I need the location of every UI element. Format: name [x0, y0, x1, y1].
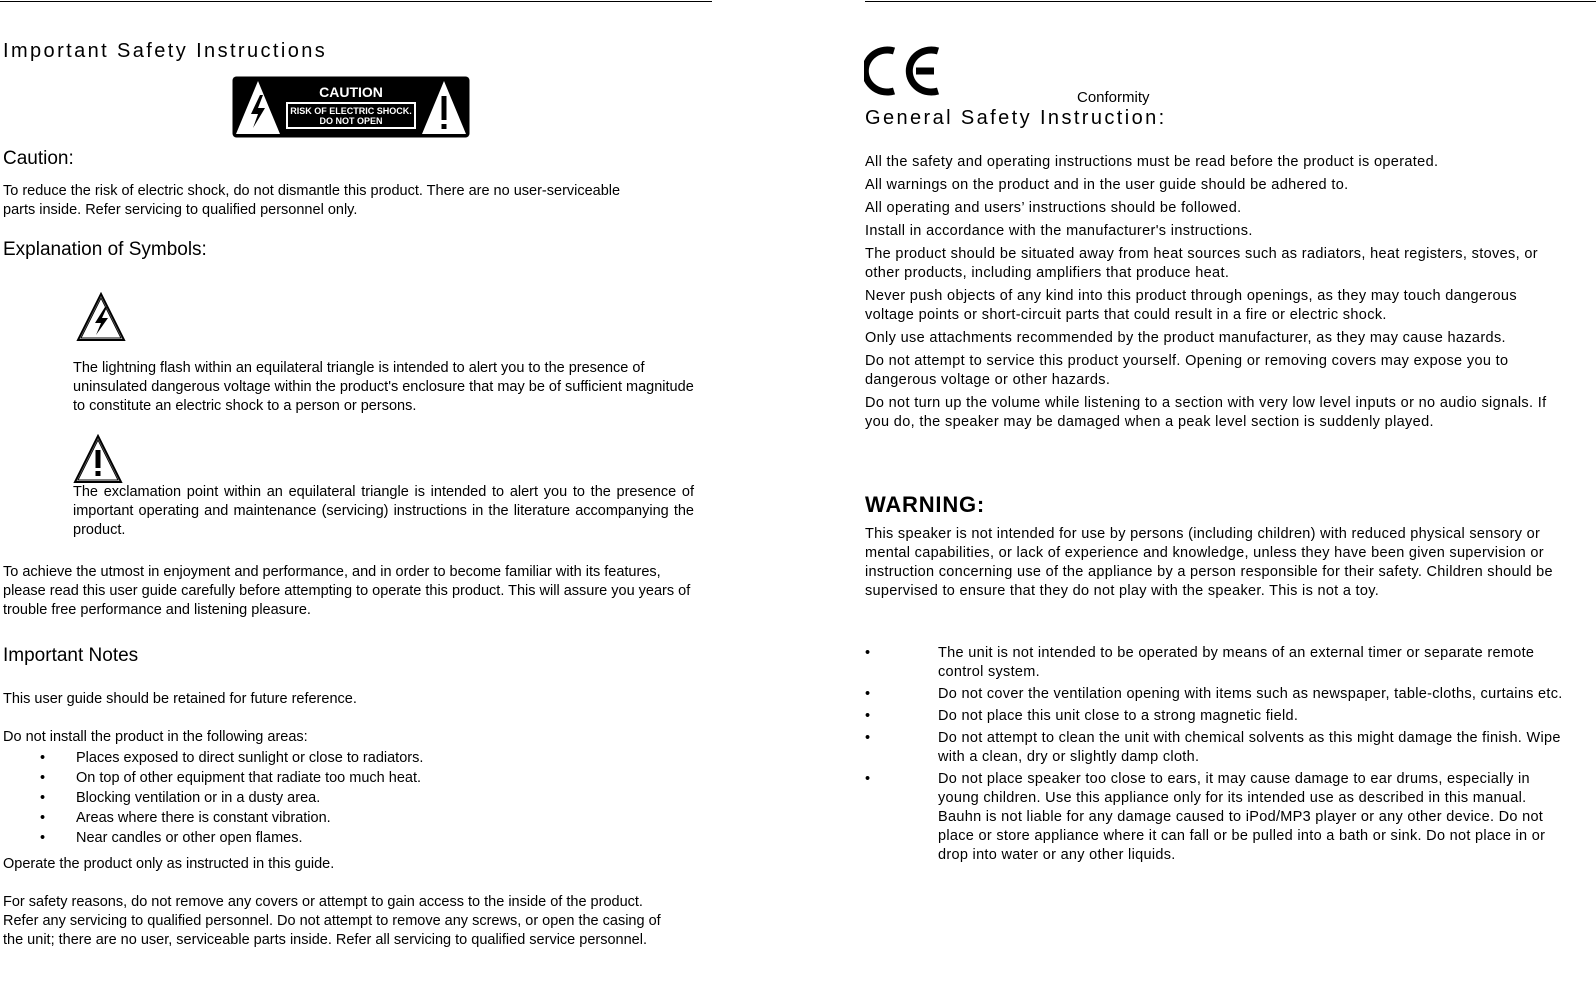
general-safety-list — [865, 153, 1565, 436]
lightning-explanation: The lightning flash within an equilateral triangle is intended to alert you to the presence of uninsulated dangerous voltage within the product's enclosure that may be of sufficient magnitude to constitute an electric shock to a person or persons. — [73, 360, 694, 414]
warning-heading: WARNING: — [865, 492, 986, 517]
caution-sign — [232, 76, 470, 138]
bullet-icon: • — [865, 730, 871, 746]
symbols-heading: Explanation of Symbols: — [3, 239, 207, 260]
install-areas-intro: Do not install the product in the following areas: — [3, 729, 308, 745]
list-item: • Do not attempt to clean the unit with chemical solvents as this might damage the finish. Wipe with a clean, dry or slightly damp cloth. — [865, 730, 1561, 765]
bullet-icon: • — [865, 686, 871, 702]
list-item: • Do not cover the ventilation opening with items such as newspaper, table-cloths, curtains etc. — [865, 686, 1563, 702]
general-safety-heading: General Safety Instruction: — [865, 107, 1167, 129]
warning-list — [865, 644, 1570, 868]
page-title: Important Safety Instructions — [3, 40, 328, 62]
caution-text: To reduce the risk of electric shock, do not dismantle this product. There are no user-serviceable parts inside. Refer servicing to qualified personnel only. — [3, 183, 621, 218]
bullet-icon: • — [40, 790, 46, 806]
bullet-icon: • — [40, 830, 46, 846]
lightning-warning-icon — [76, 292, 126, 342]
conformity-label: Conformity — [1077, 89, 1150, 106]
list-item: • On top of other equipment that radiate too much heat. — [40, 770, 421, 786]
caution-sign-line2: RISK OF ELECTRIC SHOCK. — [290, 106, 412, 116]
list-item: All warnings on the product and in the user guide should be adhered to. — [865, 177, 1349, 193]
list-item: • Places exposed to direct sunlight or close to radiators. — [40, 750, 424, 766]
retain-guide-text: This user guide should be retained for future reference. — [3, 691, 357, 707]
list-item: All the safety and operating instructions must be read before the product is operated. — [865, 154, 1439, 170]
exclamation-explanation: The exclamation point within an equilateral triangle is intended to alert you to the presence of important operating and maintenance (servicing) instructions in the literature accompanying the product. — [73, 484, 694, 538]
important-notes-heading: Important Notes — [3, 645, 139, 666]
bullet-icon: • — [40, 810, 46, 826]
list-item: • Do not place this unit close to a strong magnetic field. — [865, 708, 1299, 724]
bullet-icon: • — [40, 750, 46, 766]
caution-sign-title: CAUTION — [319, 84, 383, 100]
bullet-icon: • — [865, 708, 871, 724]
list-item: All operating and users’ instructions should be followed. — [865, 200, 1242, 216]
warning-paragraph: This speaker is not intended for use by persons (including children) with reduced physical sensory or mental capabilities, or lack of experience and knowledge, unless they have been given supervision or instruction concerning use of the appliance by a person responsible for their safety. Children should be supervised to ensure that they do not play with the speaker. This is not a toy. — [865, 526, 1553, 599]
left-page-top-rule — [0, 1, 712, 2]
list-item: Never push objects of any kind into this product through openings, as they may touch dangerous voltage points or short-circuit parts that could result in a fire or electric shock. — [865, 288, 1517, 323]
list-item: • Areas where there is constant vibration. — [40, 810, 331, 826]
ce-mark-icon — [864, 43, 942, 99]
enjoyment-paragraph: To achieve the utmost in enjoyment and performance, and in order to become familiar with its features, please read this user guide carefully before attempting to operate this product. This will assure you years of trouble free performance and listening pleasure. — [3, 564, 691, 618]
list-item: • Blocking ventilation or in a dusty area. — [40, 790, 321, 806]
right-page-top-rule — [865, 1, 1596, 2]
operate-instructions-text: Operate the product only as instructed in this guide. — [3, 856, 335, 872]
caution-heading: Caution: — [3, 148, 74, 169]
exclamation-warning-icon — [73, 434, 123, 484]
list-item: • The unit is not intended to be operated by means of an external timer or separate remote control system. — [865, 645, 1535, 680]
list-item: • Near candles or other open flames. — [40, 830, 303, 846]
list-item: Do not attempt to service this product yourself. Opening or removing covers may expose you to dangerous voltage or other hazards. — [865, 353, 1509, 388]
list-item: Only use attachments recommended by the product manufacturer, as they may cause hazards. — [865, 330, 1506, 346]
safety-covers-paragraph: For safety reasons, do not remove any covers or attempt to gain access to the inside of the product. Refer any servicing to qualified personnel. Do not attempt to remove any screws, or open the casing of the unit; there are no user, serviceable parts inside. Refer all servicing to qualified service personnel. — [3, 894, 661, 948]
bullet-icon: • — [865, 645, 871, 661]
caution-sign-line3: DO NOT OPEN — [319, 116, 383, 126]
list-item: Do not turn up the volume while listening to a section with very low level inputs or no audio signals. If you do, the speaker may be damaged when a peak level section is suddenly played. — [865, 395, 1547, 430]
bullet-icon: • — [865, 771, 871, 787]
install-areas-list — [3, 748, 423, 848]
list-item: The product should be situated away from heat sources such as radiators, heat registers, stoves, or other products, including amplifiers that produce heat. — [865, 246, 1538, 281]
list-item: • Do not place speaker too close to ears, it may cause damage to ear drums, especially in young children. Use this appliance only for its intended use as described in this manual. Bauhn is not liable for any damage caused to iPod/MP3 player or any other device. Do not place or store appliance where it can fall or be pulled into a bath or sink. Do not place in or drop into water or any other liquids. — [865, 771, 1546, 863]
bullet-icon: • — [40, 770, 46, 786]
list-item: Install in accordance with the manufacturer's instructions. — [865, 223, 1253, 239]
